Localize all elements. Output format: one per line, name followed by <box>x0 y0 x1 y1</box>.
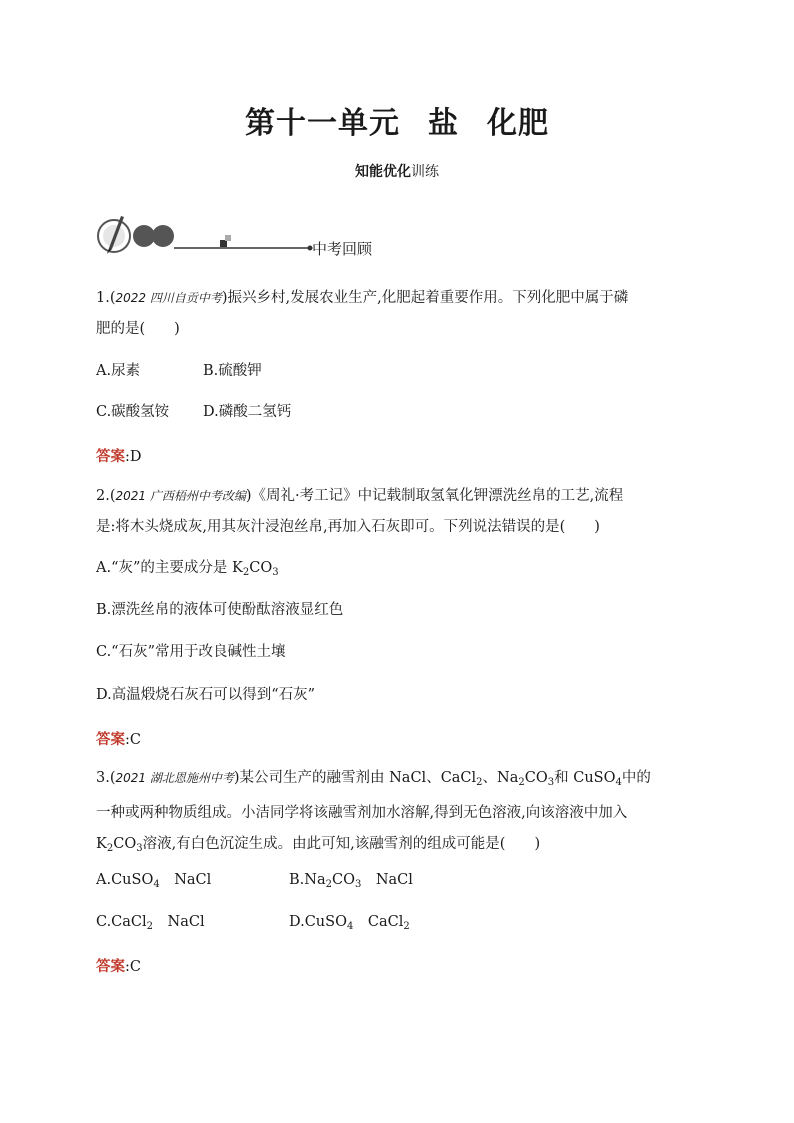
question-1-option-d: D.磷酸二氢钙 <box>203 404 292 420</box>
question-1-option-b: B.硫酸钾 <box>203 363 262 379</box>
section-decoration-icon <box>96 214 316 260</box>
question-1-option-a: A.尿素 <box>96 363 141 379</box>
section-label: 中考回顾 <box>312 240 373 258</box>
question-2-option-a: A.“灰”的主要成分是 $K_2CO_3$ <box>96 560 279 578</box>
question-1-stem: 1.(2022 四川自贡中考)振兴乡村,发展农业生产,化肥起着重要作用。下列化肥中属于磷 肥的是( ) <box>96 290 629 337</box>
question-3-option-a: A.CuSO$_4$ NaCl <box>96 872 212 890</box>
question-3-option-b: $B.Na_2CO_3$ NaCl <box>289 872 413 890</box>
question-source: 2022 四川自贡中考 <box>115 291 222 305</box>
question-3-answer: 答案:C <box>96 959 141 975</box>
question-2-stem: 2.(2021 广西梧州中考改编)《周礼·考工记》中记载制取氢氧化钾漂洗丝帛的工艺,流程 是:将木头烧成灰,用其灰汁浸泡丝帛,再加入石灰即可。下列说法错误的是( ) <box>96 488 624 535</box>
question-3-stem: 3.(2021 湖北恩施州中考)某公司生产的融雪剂由 NaCl、CaCl$_2$、$Na_2CO_3$和 CuSO$_4$中的 一种或两种物质组成。小洁同学将该融雪剂加水溶解,得到无色溶液,向该溶液中加入 $K_2CO_3$溶液,有白色沉淀生成。由此可知,该融雪剂的组成可能是( ) <box>96 770 651 854</box>
section-header <box>96 214 416 260</box>
question-source: 2021 广西梧州中考改编 <box>115 489 246 503</box>
question-1-answer: 答案:D <box>96 449 142 465</box>
question-source: 2021 湖北恩施州中考 <box>115 771 234 785</box>
page-title: 第十一单元 盐 化肥 <box>245 106 549 141</box>
question-1-option-c: C.碳酸氢铵 <box>96 404 170 420</box>
question-2-option-d: D.高温煅烧石灰石可以得到“石灰” <box>96 687 316 703</box>
page-subtitle: 知能优化训练 <box>355 164 439 180</box>
question-2-answer: 答案:C <box>96 732 141 748</box>
question-3-option-c: C.CaCl$_2$ NaCl <box>96 914 205 932</box>
question-2-option-c: C.“石灰”常用于改良碱性土壤 <box>96 644 286 660</box>
question-3-option-d: D.CuSO$_4$ CaCl$_2$ <box>289 914 410 932</box>
question-2-option-b: B.漂洗丝帛的液体可使酚酞溶液显红色 <box>96 602 344 618</box>
